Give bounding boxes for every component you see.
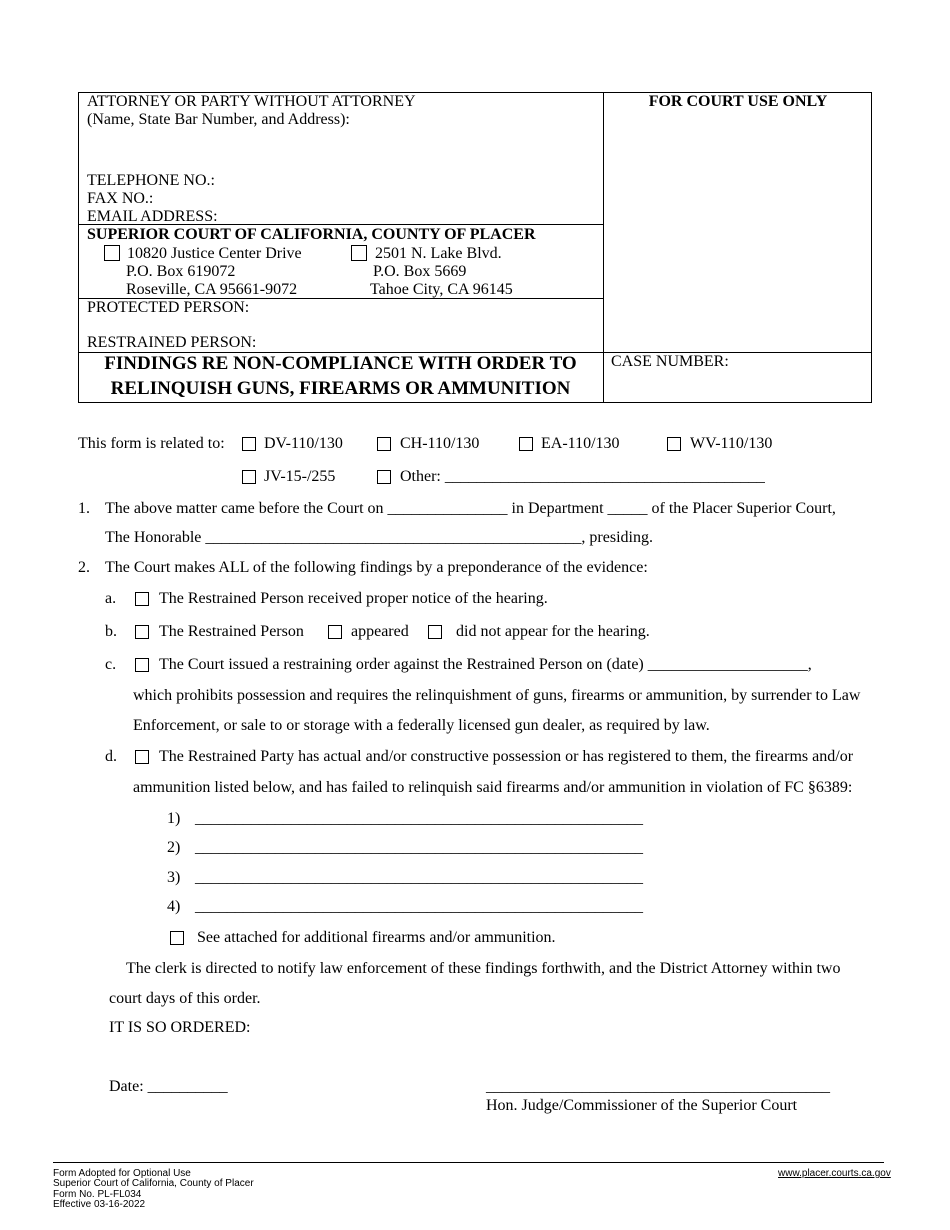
footer-url-link[interactable]: www.placer.courts.ca.gov [778, 1168, 891, 1179]
case-number-label: CASE NUMBER: [611, 353, 729, 370]
attached-label: See attached for additional firearms and/or ammunition. [197, 929, 556, 946]
item2a-label: a. [105, 590, 117, 607]
location1-city: Roseville, CA 95661-9072 [126, 281, 298, 298]
item2b-text1: The Restrained Person [159, 623, 304, 640]
item2d-label: d. [105, 748, 117, 765]
appeared-label: appeared [351, 623, 409, 640]
so-ordered: IT IS SO ORDERED: [109, 1019, 251, 1036]
item2-text: The Court makes ALL of the following findings by a preponderance of the evidence: [105, 559, 648, 576]
item2d-line2: ammunition listed below, and has failed to relinquish said firearms and/or ammunition in violation of FC §6389: [133, 779, 853, 796]
location2-checkbox[interactable] [351, 245, 367, 261]
did-not-appear-checkbox[interactable] [428, 625, 442, 639]
attached-checkbox[interactable] [170, 931, 184, 945]
court-name: SUPERIOR COURT OF CALIFORNIA, COUNTY OF PLACER [87, 226, 536, 243]
item2b-label: b. [105, 623, 117, 640]
firearm-list-number: 4) [167, 898, 181, 915]
firearm-list-number: 2) [167, 839, 181, 856]
related-label: This form is related to: [78, 435, 225, 452]
footer-court: Superior Court of California, County of Placer [53, 1178, 254, 1189]
form-title-line1: FINDINGS RE NON-COMPLIANCE WITH ORDER TO [104, 353, 577, 374]
related-jv-checkbox[interactable] [242, 470, 256, 484]
item2a-text: The Restrained Person received proper notice of the hearing. [159, 590, 548, 607]
related-wv-checkbox[interactable] [667, 437, 681, 451]
fax-label: FAX NO.: [87, 190, 154, 207]
location1-street: 10820 Justice Center Drive [127, 245, 302, 262]
item2a-checkbox[interactable] [135, 592, 149, 606]
related-dv-checkbox[interactable] [242, 437, 256, 451]
related-ea-checkbox[interactable] [519, 437, 533, 451]
firearm-list-line[interactable]: ________________________________________________________ [195, 810, 643, 827]
restrained-person-label: RESTRAINED PERSON: [87, 334, 257, 351]
appeared-checkbox[interactable] [328, 625, 342, 639]
location1-box: P.O. Box 619072 [126, 263, 236, 280]
item2c-label: c. [105, 656, 117, 673]
footer-rule [53, 1162, 884, 1163]
related-ch-checkbox[interactable] [377, 437, 391, 451]
telephone-label: TELEPHONE NO.: [87, 172, 215, 189]
related-wv-label: WV-110/130 [690, 435, 773, 452]
firearm-list-number: 3) [167, 869, 181, 886]
firearm-list-line[interactable]: ________________________________________________________ [195, 898, 643, 915]
item1-line1: The above matter came before the Court on _______________ in Department _____ of the Placer Superior Court, [105, 500, 836, 517]
item2c-line2: which prohibits possession and requires the relinquishment of guns, firearms or ammunition, by surrender to Law [133, 687, 861, 704]
related-dv-label: DV-110/130 [264, 435, 343, 452]
attorney-label: ATTORNEY OR PARTY WITHOUT ATTORNEY [87, 93, 416, 110]
item2d-line1: The Restrained Party has actual and/or constructive possession or has registered to them, the firearms and/or [159, 748, 854, 765]
protected-person-label: PROTECTED PERSON: [87, 299, 250, 316]
location1-checkbox[interactable] [104, 245, 120, 261]
related-ch-label: CH-110/130 [400, 435, 480, 452]
item1-number: 1. [78, 500, 90, 517]
related-ea-label: EA-110/130 [541, 435, 620, 452]
footer-form-number: Form No. PL-FL034 [53, 1189, 142, 1200]
item2c-line3: Enforcement, or sale to or storage with a federally licensed gun dealer, as required by law. [133, 717, 710, 734]
court-use-label: FOR COURT USE ONLY [648, 93, 828, 110]
item1-line2: The Honorable _______________________________________________, presiding. [105, 529, 653, 546]
location2-city: Tahoe City, CA 96145 [370, 281, 513, 298]
firearm-list-line[interactable]: ________________________________________________________ [195, 869, 643, 886]
date-field[interactable]: Date: __________ [109, 1078, 228, 1095]
related-other-checkbox[interactable] [377, 470, 391, 484]
did-not-appear-label: did not appear for the hearing. [456, 623, 650, 640]
location2-street: 2501 N. Lake Blvd. [375, 245, 502, 262]
attorney-sublabel: (Name, State Bar Number, and Address): [87, 111, 350, 128]
caption-divider [603, 92, 604, 403]
footer-adopted: Form Adopted for Optional Use [53, 1168, 191, 1179]
related-other-field[interactable]: Other: ________________________________________ [400, 468, 765, 485]
firearm-list-line[interactable]: ________________________________________________________ [195, 839, 643, 856]
signature-label: Hon. Judge/Commissioner of the Superior Court [486, 1097, 798, 1114]
clerk-directive-line2: court days of this order. [109, 990, 261, 1007]
item2c-checkbox[interactable] [135, 658, 149, 672]
location2-box: P.O. Box 5669 [373, 263, 467, 280]
related-jv-label: JV-15-/255 [264, 468, 336, 485]
form-title-line2: RELINQUISH GUNS, FIREARMS OR AMMUNITION [110, 378, 571, 399]
item2d-checkbox[interactable] [135, 750, 149, 764]
item2-number: 2. [78, 559, 90, 576]
footer-effective: Effective 03-16-2022 [53, 1199, 146, 1210]
firearm-list-number: 1) [167, 810, 181, 827]
signature-line[interactable]: ___________________________________________ [486, 1078, 830, 1095]
email-label: EMAIL ADDRESS: [87, 208, 218, 225]
item2b-checkbox[interactable] [135, 625, 149, 639]
item2c-line1: The Court issued a restraining order against the Restrained Person on (date) ____________________, [159, 656, 812, 673]
clerk-directive-line1: The clerk is directed to notify law enforcement of these findings forthwith, and the District Attorney within two [126, 960, 841, 977]
